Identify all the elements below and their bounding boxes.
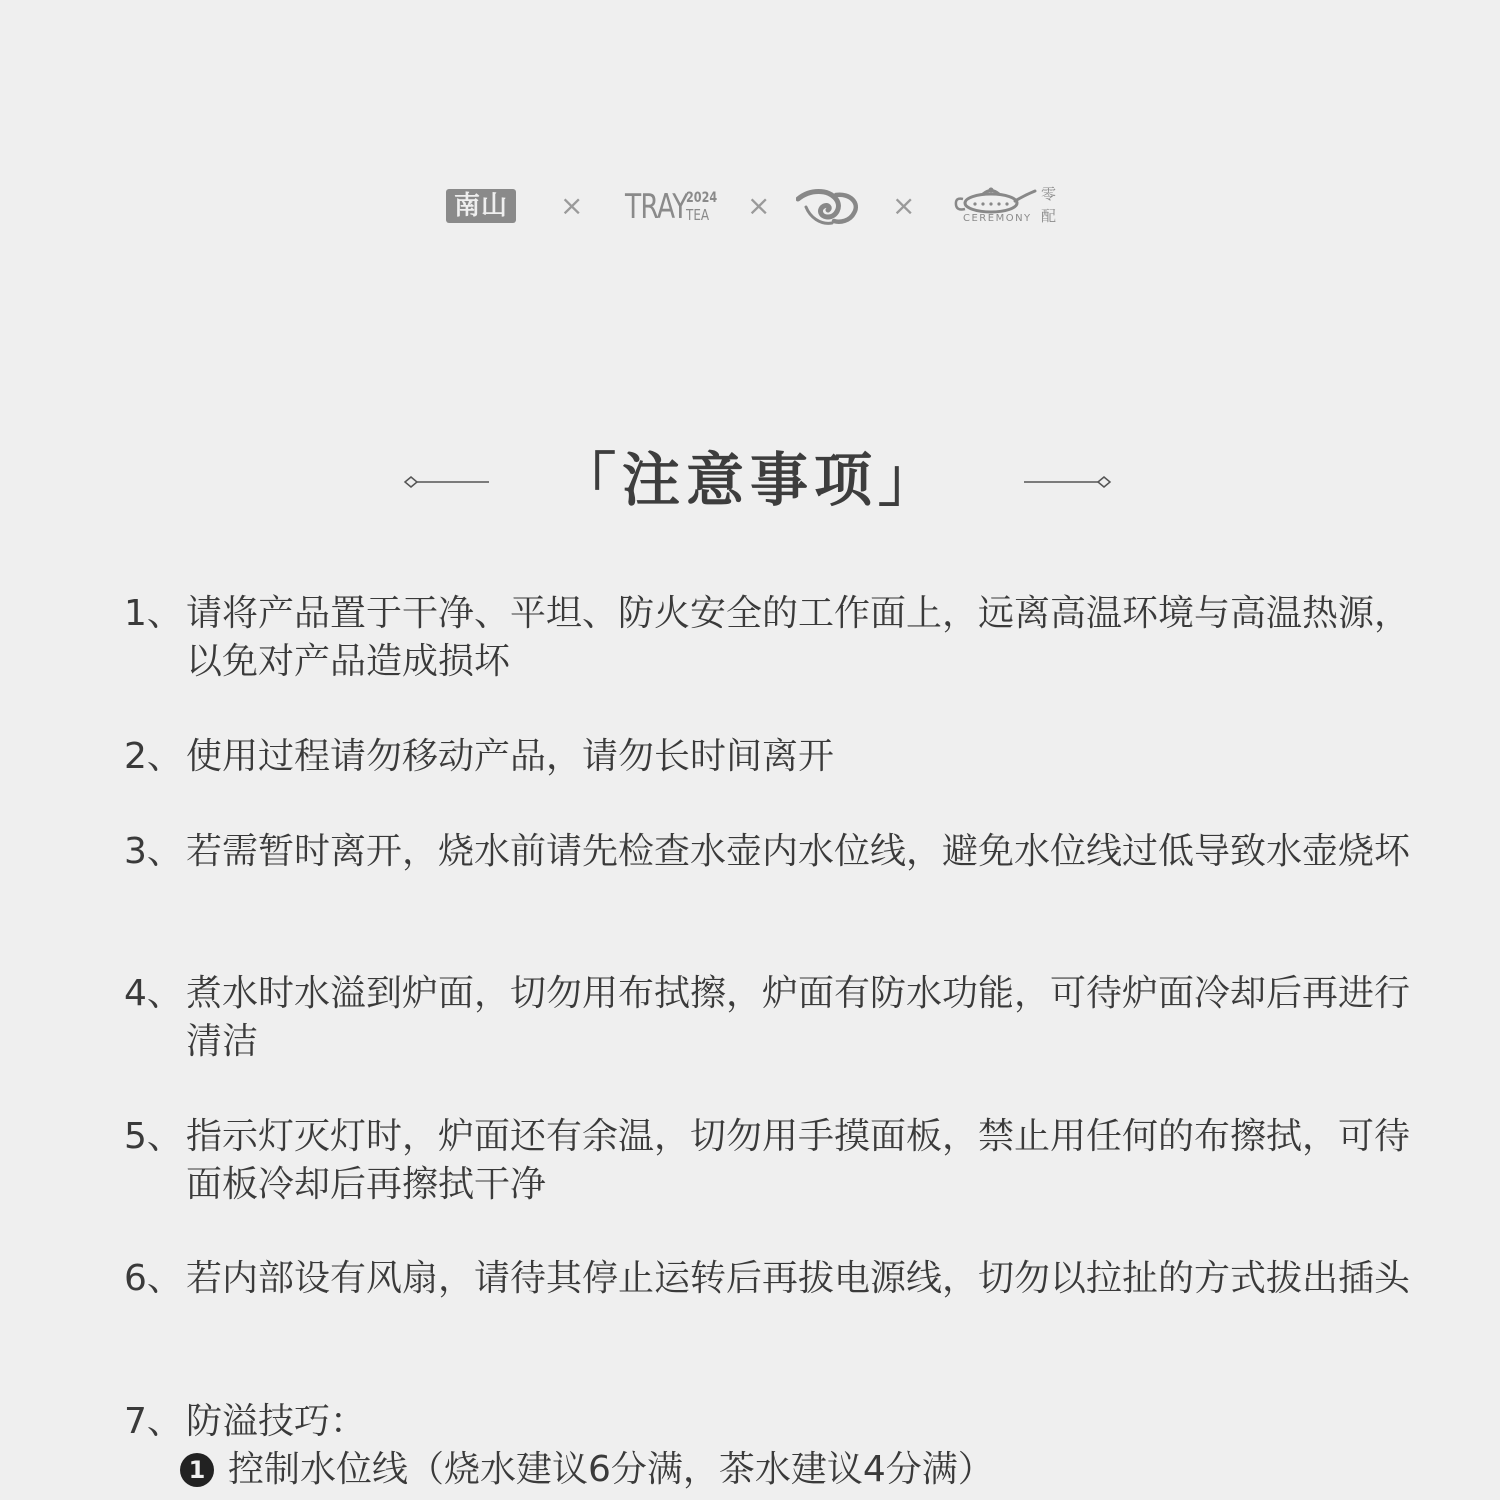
list-item-number: 6、: [124, 1258, 183, 1299]
list-item-number: 3、: [124, 831, 183, 872]
list-item-number: 7、: [124, 1401, 183, 1442]
separator-x: ×: [892, 189, 916, 222]
ceremony-logo: [953, 183, 1065, 231]
nanshan-logo: 南山: [446, 189, 516, 223]
list-item: [124, 1113, 1414, 1209]
list-item-number: 4、: [124, 973, 183, 1014]
teapot-icon: [953, 185, 1037, 215]
list-item: [124, 828, 1414, 876]
list-item-text: 若需暂时离开，烧水前请先检查水壶内水位线，避免水位线过低导致水壶烧坏: [186, 831, 1411, 872]
list-item-number: 1、: [124, 593, 183, 634]
overflow-tip-item: [180, 1446, 994, 1494]
list-item-text: 防溢技巧：: [186, 1401, 367, 1442]
list-item-text: 请将产品置于干净、平坦、防火安全的工作面上，远离高温环境与高温热源，以免对产品造成损坏: [186, 593, 1411, 682]
list-item-text: 使用过程请勿移动产品，请勿长时间离开: [186, 736, 835, 777]
page-title: 「注意事项」: [557, 446, 942, 514]
ceremony-logo-word: CEREMONY: [963, 213, 1032, 224]
list-item: [124, 1255, 1414, 1303]
diamond-line-right-icon: [1022, 476, 1112, 488]
numbered-bullet-icon: 1: [180, 1453, 214, 1487]
swirl-logo-icon: [796, 187, 860, 227]
separator-x: ×: [560, 189, 584, 222]
list-item-text: 指示灯灭灯时，炉面还有余温，切勿用手摸面板，禁止用任何的布擦拭，可待面板冷却后再擦拭干净: [186, 1116, 1411, 1205]
section-heading: [0, 440, 1500, 520]
tip-text: 控制水位线（烧水建议6分满，茶水建议4分满）: [228, 1449, 994, 1490]
tray-logo-year: 2024: [686, 190, 718, 206]
separator-x: ×: [747, 189, 771, 222]
list-item: [124, 1398, 1414, 1446]
tray-logo-word: TRAY: [625, 187, 688, 227]
ceremony-logo-chinese: 零配: [1041, 185, 1057, 225]
list-item-number: 2、: [124, 736, 183, 777]
list-item-text: 煮水时水溢到炉面，切勿用布拭擦，炉面有防水功能，可待炉面冷却后再进行清洁: [186, 973, 1411, 1062]
list-item-number: 5、: [124, 1116, 183, 1157]
partner-logo-bar: [0, 183, 1500, 233]
list-item: [124, 590, 1414, 686]
list-item-text: 若内部设有风扇，请待其停止运转后再拔电源线，切勿以拉扯的方式拔出插头: [186, 1258, 1411, 1299]
list-item: [124, 733, 1414, 781]
list-item: [124, 970, 1414, 1066]
tray-logo-tea: TEA: [686, 206, 710, 224]
